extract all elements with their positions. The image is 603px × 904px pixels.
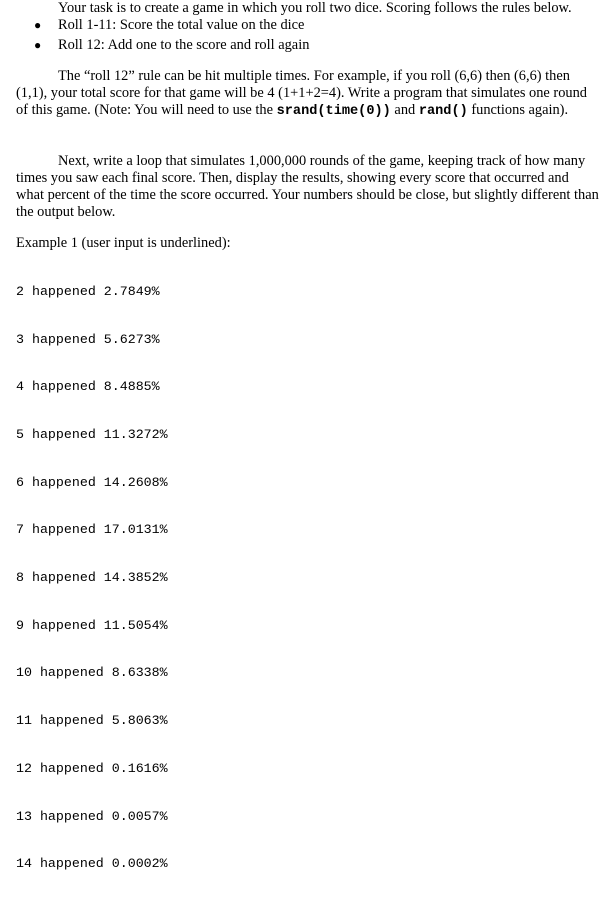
rule-item	[34, 17, 309, 37]
paragraph-text: and	[390, 102, 419, 118]
rules-list	[34, 17, 309, 57]
output-line: 4 happened 8.4885%	[16, 379, 160, 395]
output-line: 6 happened 14.2608%	[16, 474, 168, 490]
output-line: 9 happened 11.5054%	[16, 617, 168, 633]
output-line: 2 happened 2.7849%	[16, 283, 160, 299]
code-rand: rand()	[418, 104, 468, 119]
intro-text: Your task is to create a game in which you roll two dice. Scoring follows the rules below.	[58, 0, 572, 16]
paragraph-roll12	[16, 68, 599, 120]
output-line: 7 happened 17.0131%	[16, 522, 168, 538]
code-srand: srand(time(0))	[276, 104, 391, 119]
paragraph-loop: Next, write a loop that simulates 1,000,000 rounds of the game, keeping track of how many times you saw each final score. Then, display the results, showing every score that occurred and what percent of the time the score occurred. Your numbers should be close, but slightly different than the output below.	[16, 153, 599, 220]
paragraph-text: The “roll 12” rule can be hit multiple times. For example, if you roll (6,6) then (6,6) then (1,1), your total score for that game will be 4 (1+1+2=4). Write a program that simulates one round of this game. (Note: You will need to use the	[16, 68, 587, 118]
bullet-icon: ●	[34, 38, 42, 52]
output-line: 10 happened 8.6338%	[16, 665, 168, 681]
output-line: 13 happened 0.0057%	[16, 808, 168, 824]
rule-text: Roll 1-11: Score the total value on the dice	[58, 17, 305, 33]
output-line: 5 happened 11.3272%	[16, 426, 168, 442]
output-line: 14 happened 0.0002%	[16, 856, 168, 872]
example-output	[16, 252, 168, 904]
example-label: Example 1 (user input is underlined):	[16, 235, 231, 251]
paragraph-text: functions again).	[467, 102, 569, 118]
output-line: 8 happened 14.3852%	[16, 570, 168, 586]
rule-text: Roll 12: Add one to the score and roll again	[58, 37, 310, 53]
rule-item	[34, 37, 309, 57]
output-line: 11 happened 5.8063%	[16, 713, 168, 729]
bullet-icon: ●	[34, 18, 42, 32]
output-line: 3 happened 5.6273%	[16, 331, 160, 347]
output-line: 12 happened 0.1616%	[16, 760, 168, 776]
